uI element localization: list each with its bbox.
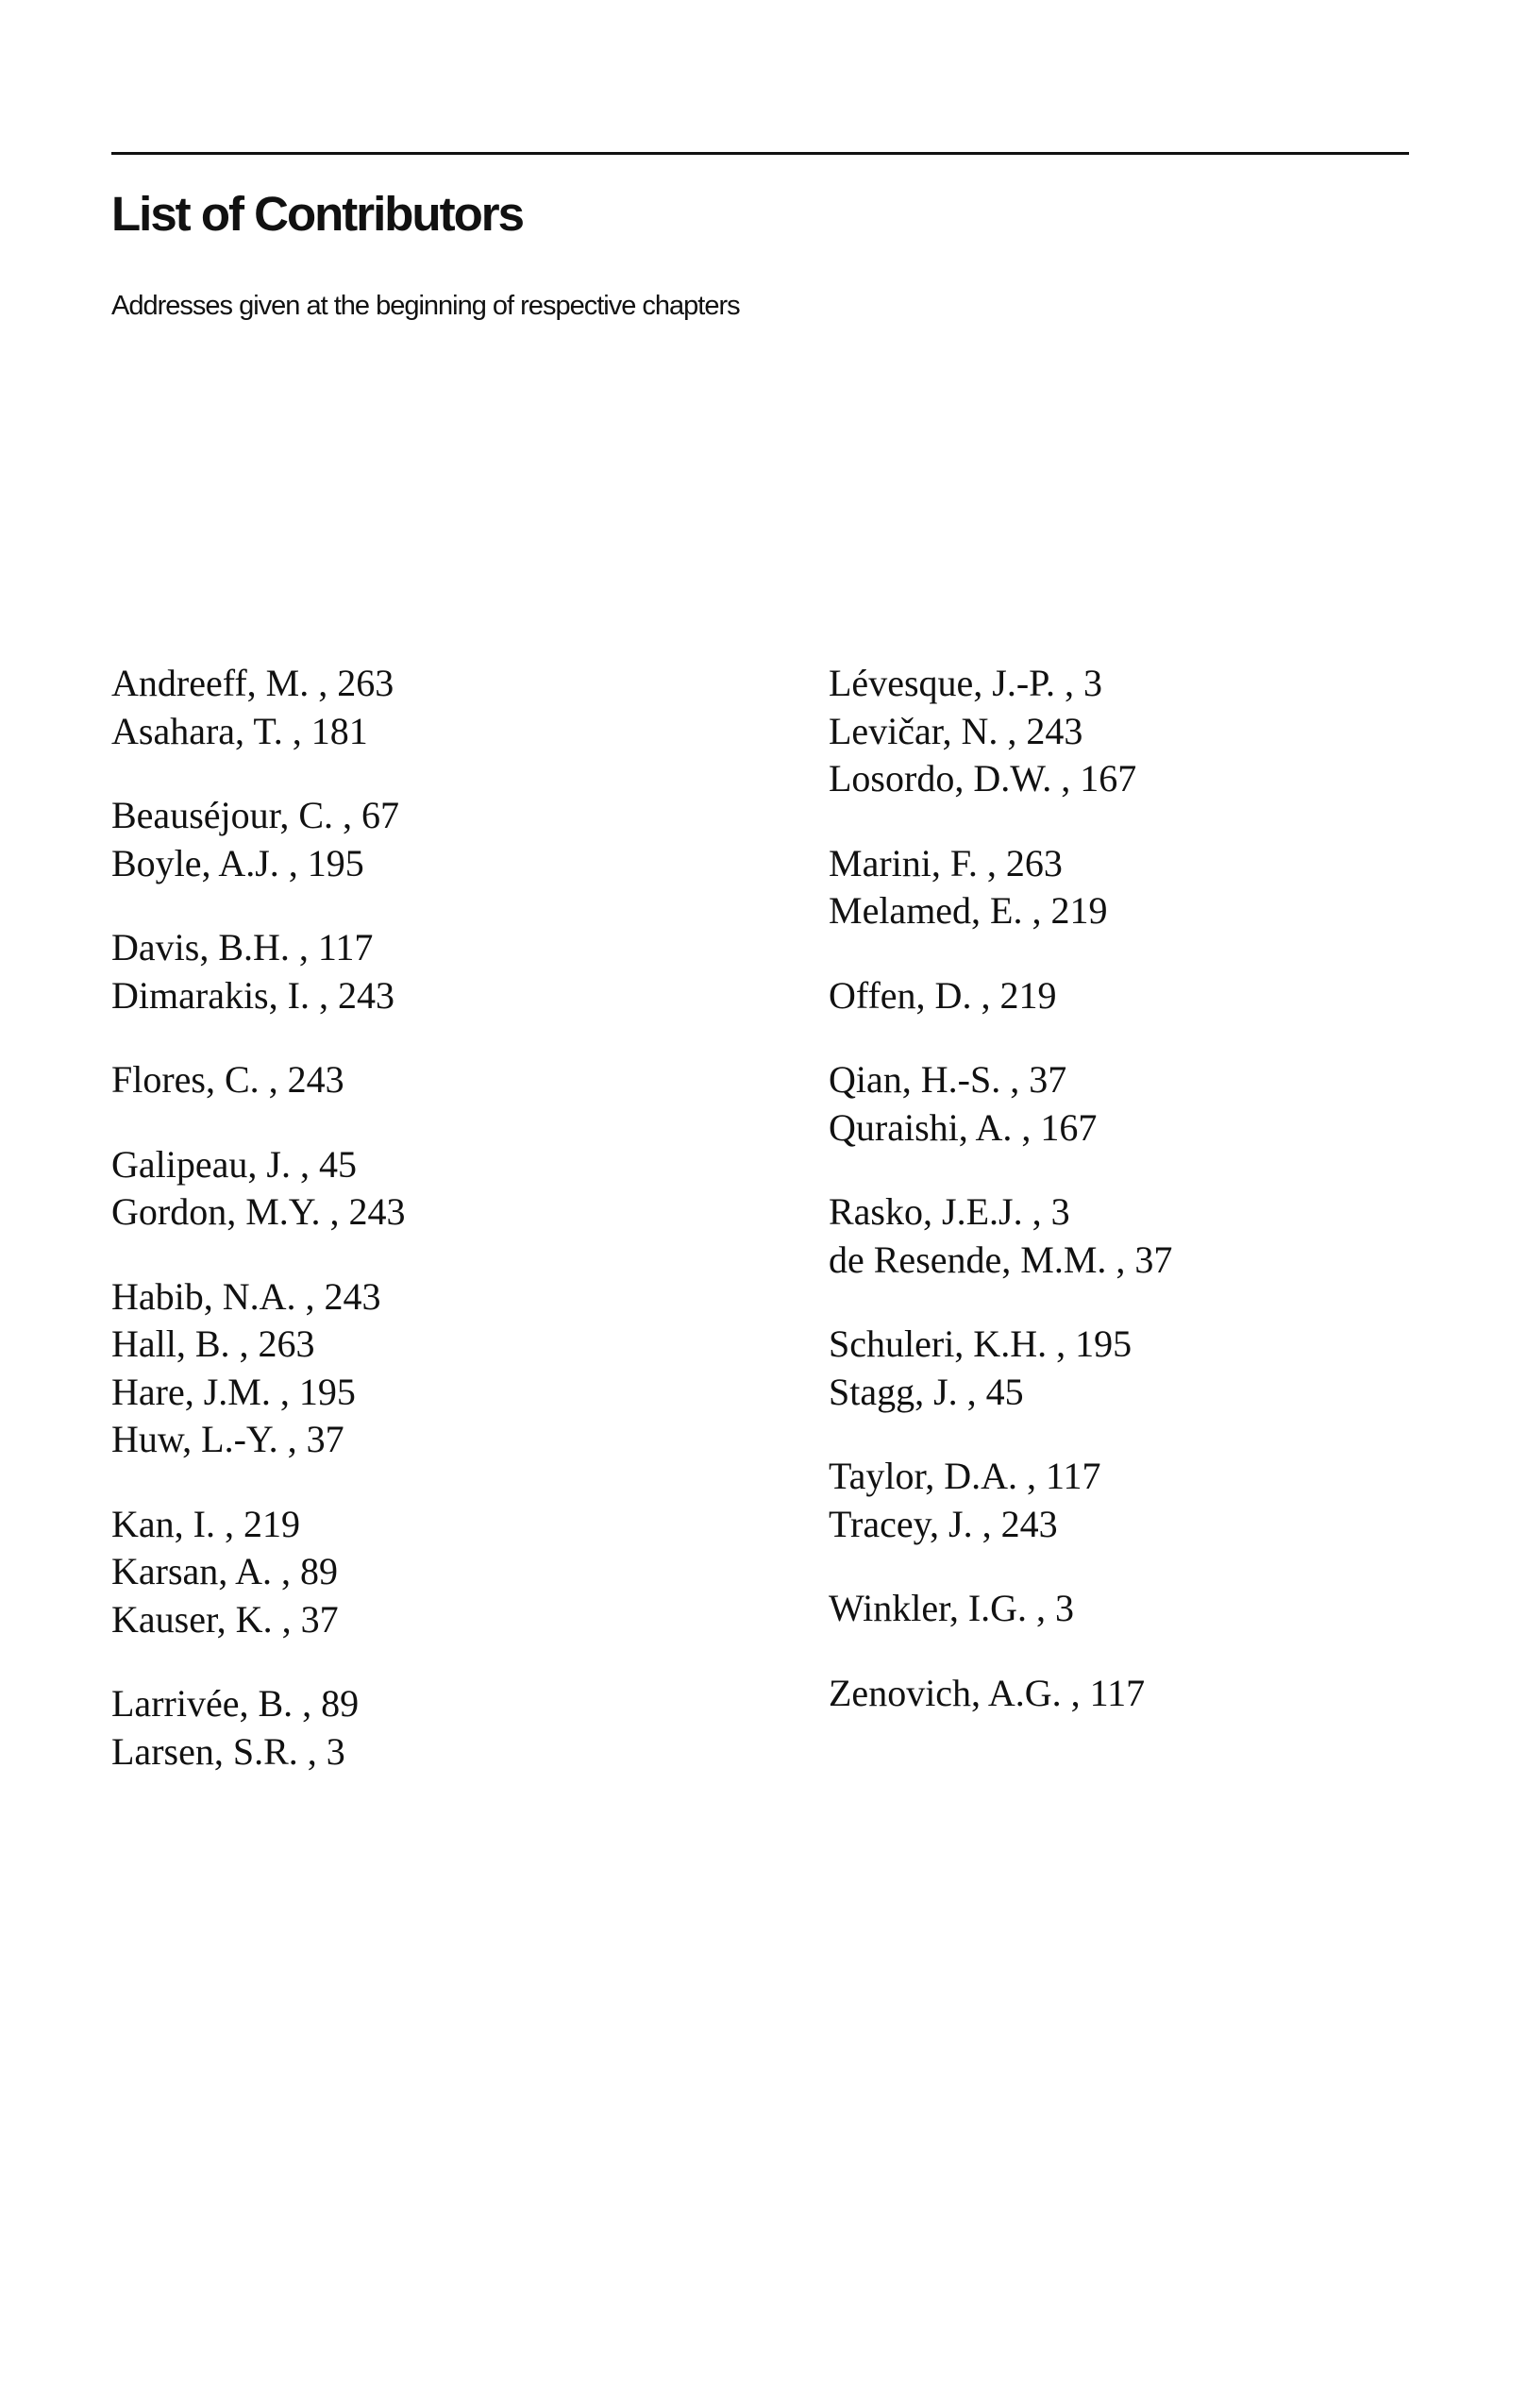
contributor-entry: Galipeau, J. , 45 <box>111 1142 357 1186</box>
contributor-group <box>829 972 1489 1020</box>
page-subtitle: Addresses given at the beginning of respective chapters <box>111 291 740 321</box>
contributor-entry: Habib, N.A. , 243 <box>111 1274 381 1318</box>
contributor-group <box>829 1453 1489 1548</box>
contributors-column-left <box>111 660 772 1812</box>
contributors-column-right <box>829 660 1489 1754</box>
contributor-entry: Andreeff, M. , 263 <box>111 662 394 704</box>
contributor-group <box>829 1670 1489 1718</box>
contributor-entry: Karsan, A. , 89 <box>111 1550 338 1592</box>
contributor-entry: Taylor, D.A. , 117 <box>829 1455 1101 1497</box>
contributor-group <box>111 1141 772 1237</box>
contributor-entry: Winkler, I.G. , 3 <box>829 1587 1075 1629</box>
contributor-entry: Marini, F. , 263 <box>829 841 1063 884</box>
contributor-entry: de Resende, M.M. , 37 <box>829 1238 1173 1281</box>
contributor-group <box>111 1273 772 1464</box>
contributor-entry: Schuleri, K.H. , 195 <box>829 1322 1133 1365</box>
page-title: List of Contributors <box>111 187 523 241</box>
contributor-group <box>829 1321 1489 1416</box>
contributor-group <box>829 1056 1489 1152</box>
contributor-group <box>829 840 1489 935</box>
contributor-entry: Qian, H.-S. , 37 <box>829 1058 1067 1101</box>
contributor-entry: Larsen, S.R. , 3 <box>111 1729 345 1773</box>
contributor-entry: Tracey, J. , 243 <box>829 1502 1058 1545</box>
contributor-group <box>111 792 772 887</box>
contributor-entry: Gordon, M.Y. , 243 <box>111 1190 406 1233</box>
contributor-entry: Hare, J.M. , 195 <box>111 1370 356 1413</box>
contributor-entry: Asahara, T. , 181 <box>111 709 368 752</box>
contributor-entry: Huw, L.-Y. , 37 <box>111 1418 344 1460</box>
contributor-entry: Rasko, J.E.J. , 3 <box>829 1190 1070 1233</box>
contributor-entry: Melamed, E. , 219 <box>829 889 1108 932</box>
contributor-group <box>829 660 1489 803</box>
contributor-group <box>829 1585 1489 1633</box>
contributor-entry: Offen, D. , 219 <box>829 973 1057 1017</box>
contributor-entry: Lévesque, J.-P. , 3 <box>829 662 1102 704</box>
contributor-entry: Flores, C. , 243 <box>111 1058 344 1101</box>
contributor-group <box>111 660 772 755</box>
contributor-group <box>111 924 772 1019</box>
contributor-entry: Kan, I. , 219 <box>111 1502 300 1545</box>
contributor-group <box>111 1501 772 1644</box>
contributor-entry: Kauser, K. , 37 <box>111 1597 339 1641</box>
contributor-entry: Stagg, J. , 45 <box>829 1370 1024 1413</box>
contributor-entry: Boyle, A.J. , 195 <box>111 841 364 884</box>
contributor-group <box>111 1056 772 1104</box>
contributor-entry: Beauséjour, C. , 67 <box>111 794 400 836</box>
contributor-group <box>111 1680 772 1776</box>
contributor-group <box>829 1188 1489 1284</box>
contributor-entry: Zenovich, A.G. , 117 <box>829 1671 1146 1714</box>
contributor-entry: Levičar, N. , 243 <box>829 709 1083 752</box>
header-rule <box>111 152 1409 155</box>
contributor-entry: Losordo, D.W. , 167 <box>829 757 1137 800</box>
contributor-entry: Quraishi, A. , 167 <box>829 1105 1098 1149</box>
contributor-entry: Hall, B. , 263 <box>111 1322 315 1365</box>
contributor-entry: Larrivée, B. , 89 <box>111 1682 360 1725</box>
contributor-entry: Dimarakis, I. , 243 <box>111 973 394 1017</box>
contributor-entry: Davis, B.H. , 117 <box>111 926 374 968</box>
